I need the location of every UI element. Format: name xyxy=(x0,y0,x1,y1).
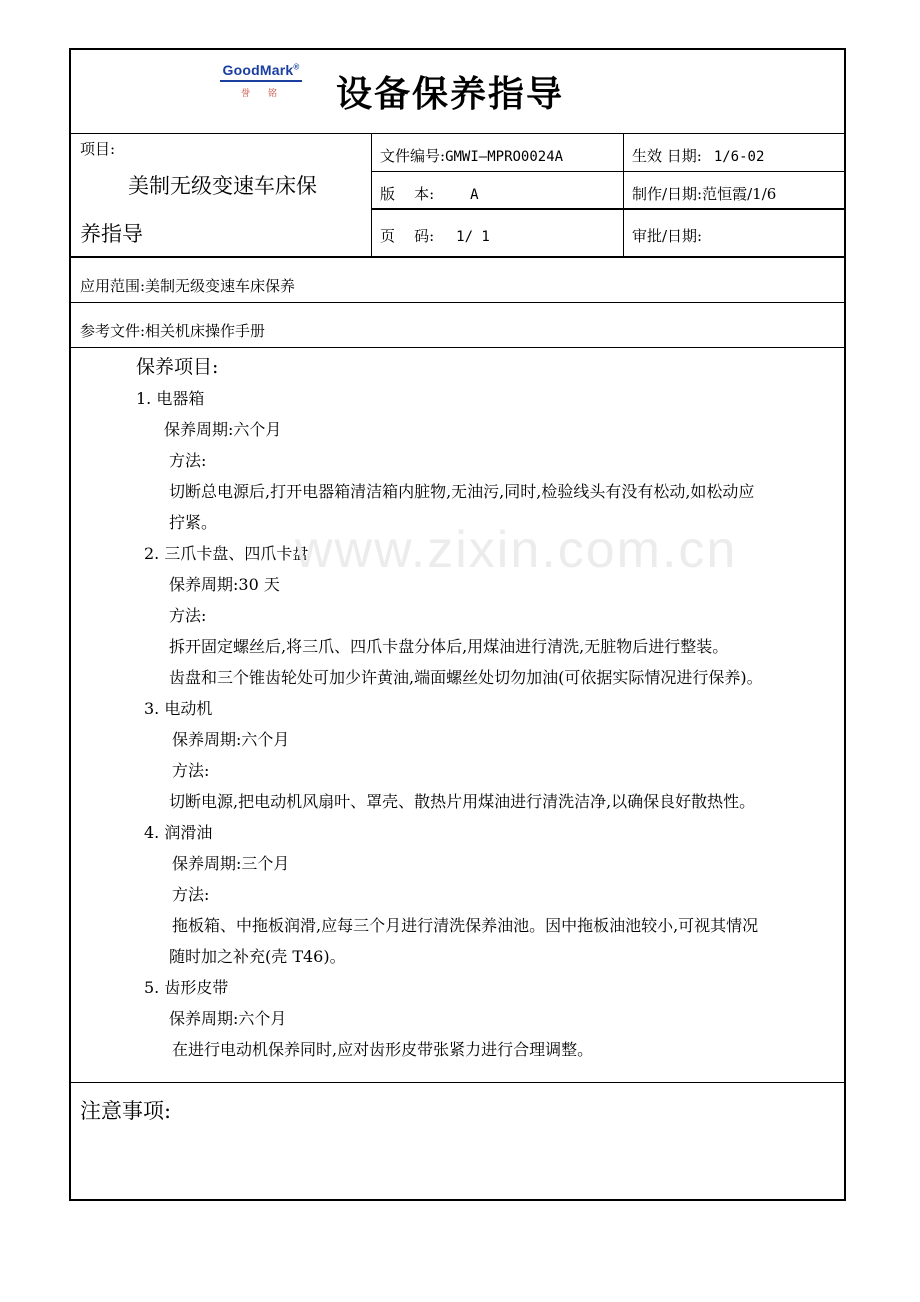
list-item: 随时加之补充(壳 T46)。 xyxy=(169,947,346,966)
page-field xyxy=(380,225,490,246)
list-item: 切断电源,把电动机风扇叶、罩壳、散热片用煤油进行清洗洁净,以确保良好散热性。 xyxy=(169,792,756,811)
doc-number-label: 文件编号: xyxy=(380,147,446,165)
list-item: 2. 三爪卡盘、四爪卡盘 xyxy=(144,544,309,563)
logo-text: GoodMark xyxy=(222,62,294,78)
version-label: 版 本: xyxy=(380,185,435,203)
effective-date-label: 生效 日期: xyxy=(632,147,702,165)
project-label: 项目: xyxy=(80,140,116,158)
info-divider-1 xyxy=(371,134,372,257)
list-item: 1. 电器箱 xyxy=(136,389,205,408)
registered-mark: ® xyxy=(293,62,300,72)
logo-subtitle: 誉铭 xyxy=(240,89,295,99)
list-item: 方法: xyxy=(169,451,207,470)
document-title: 设备保养指导 xyxy=(336,74,565,115)
list-item: 方法: xyxy=(169,606,207,625)
list-item: 保养周期:六个月 xyxy=(164,420,282,439)
reference-text: 参考文件:相关机床操作手册 xyxy=(80,322,266,340)
list-item: 拆开固定螺丝后,将三爪、四爪卡盘分体后,用煤油进行清洗,无脏物后进行整装。 xyxy=(169,637,729,656)
page-value: 1/ 1 xyxy=(456,229,490,245)
list-item: 保养周期:六个月 xyxy=(172,730,290,749)
scope-divider xyxy=(71,302,844,303)
author-field xyxy=(632,183,776,204)
page-label: 页 码: xyxy=(380,227,435,245)
maintenance-heading: 保养项目: xyxy=(136,356,219,378)
watermark: www.zixin.com.cn xyxy=(295,521,738,579)
notes-title: 注意事项: xyxy=(80,1099,172,1123)
version-field xyxy=(380,183,479,204)
author-value: 范恒霞/1/6 xyxy=(702,185,777,203)
list-item: 保养周期:30 天 xyxy=(169,575,280,594)
project-name-line2: 养指导 xyxy=(80,222,143,246)
info-bottom-line xyxy=(71,256,844,258)
approval-field xyxy=(632,225,702,246)
version-value: A xyxy=(470,187,479,203)
header-divider xyxy=(71,133,844,134)
info-row-line-2 xyxy=(372,208,844,210)
info-row-line-1 xyxy=(372,171,844,172)
effective-date-value: 1/6-02 xyxy=(713,149,765,165)
list-item: 3. 电动机 xyxy=(144,699,213,718)
project-name-line1: 美制无级变速车床保 xyxy=(128,174,317,198)
author-label: 制作/日期: xyxy=(632,185,703,203)
document-sheet xyxy=(69,48,846,1201)
list-item: 切断总电源后,打开电器箱清洁箱内脏物,无油污,同时,检验线头有没有松动,如松动应 xyxy=(169,482,755,501)
effective-date-field xyxy=(632,145,764,166)
approval-label: 审批/日期: xyxy=(632,227,703,245)
notes-divider xyxy=(71,1082,844,1083)
list-item: 保养周期:三个月 xyxy=(172,854,290,873)
info-divider-2 xyxy=(623,134,624,257)
doc-number-value: GMWI—MPRO0024A xyxy=(445,149,564,165)
list-item: 4. 润滑油 xyxy=(144,823,213,842)
logo-underline xyxy=(220,80,302,82)
scope-text: 应用范围:美制无级变速车床保养 xyxy=(80,277,296,295)
list-item: 拧紧。 xyxy=(169,513,218,532)
list-item: 保养周期:六个月 xyxy=(169,1009,287,1028)
list-item: 5. 齿形皮带 xyxy=(144,978,229,997)
list-item: 在进行电动机保养同时,应对齿形皮带张紧力进行合理调整。 xyxy=(172,1040,594,1059)
list-item: 方法: xyxy=(172,761,210,780)
reference-divider xyxy=(71,347,844,348)
doc-number-field xyxy=(380,145,563,166)
list-item: 拖板箱、中拖板润滑,应每三个月进行清洗保养油池。因中拖板油池较小,可视其情况 xyxy=(172,916,759,935)
list-item: 齿盘和三个锥齿轮处可加少许黄油,端面螺丝处切勿加油(可依据实际情况进行保养)。 xyxy=(169,668,763,687)
list-item: 方法: xyxy=(172,885,210,904)
company-logo xyxy=(216,62,306,112)
